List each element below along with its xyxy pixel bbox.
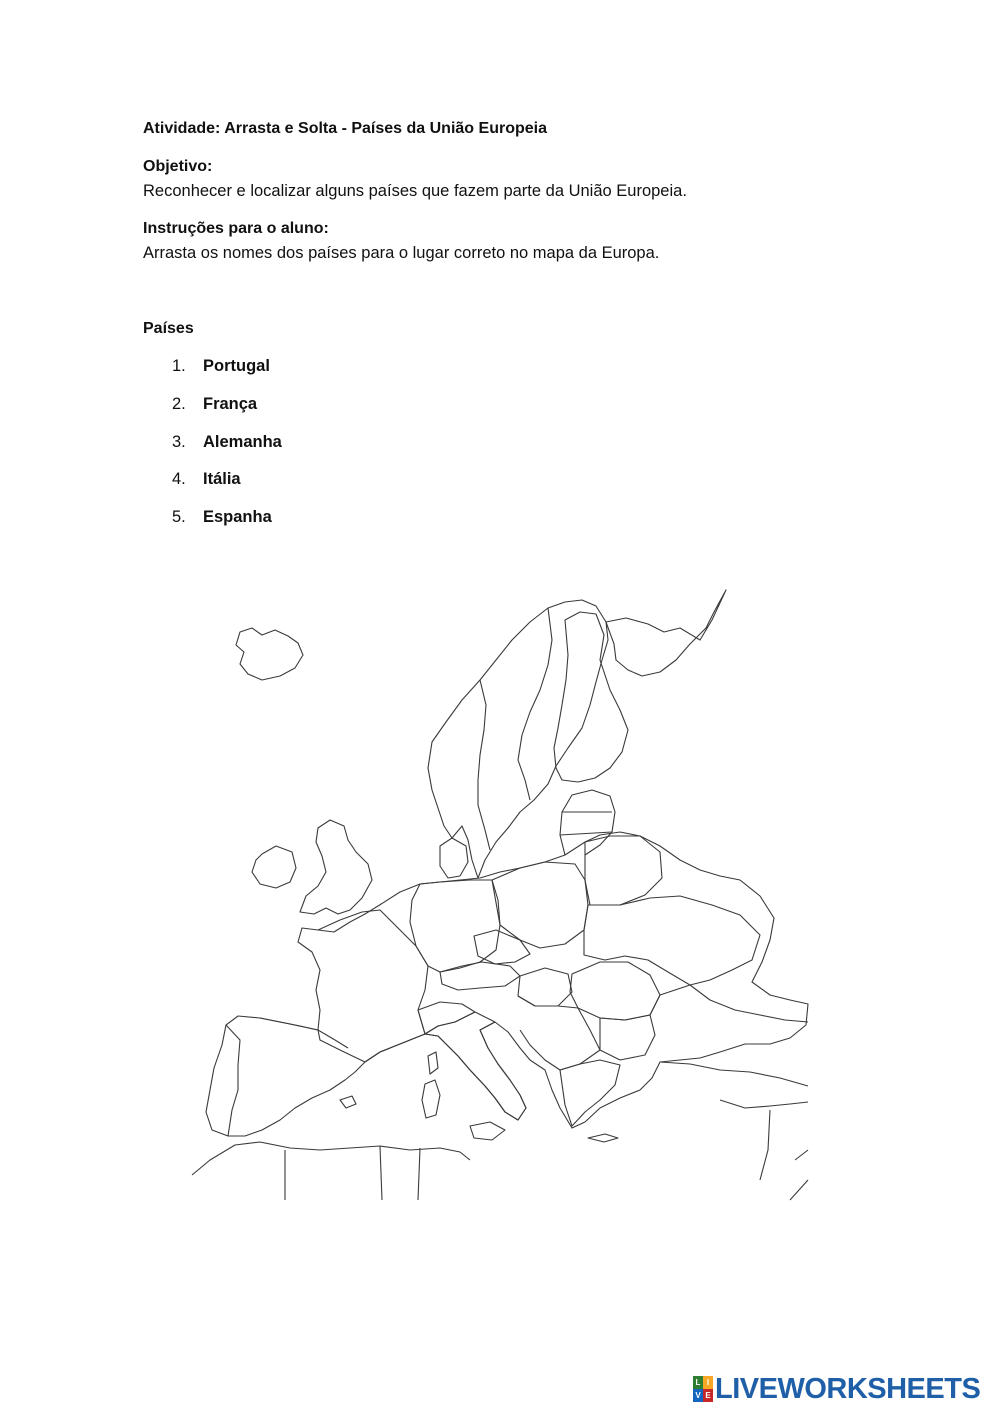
finland-outline bbox=[554, 612, 628, 782]
logo-letter: E bbox=[703, 1389, 713, 1402]
country-number: 1. bbox=[172, 357, 186, 375]
baltic-borders bbox=[560, 812, 612, 835]
switzerland-outline bbox=[418, 1002, 475, 1034]
worksheet-title: Atividade: Arrasta e Solta - Países da União Europeia bbox=[143, 120, 547, 137]
liveworksheets-brand[interactable] bbox=[693, 1374, 980, 1404]
country-item-italia[interactable] bbox=[172, 470, 241, 489]
brand-name: LIVEWORKSHEETS bbox=[715, 1372, 981, 1405]
denmark-outline bbox=[440, 838, 468, 878]
norway-sweden-border bbox=[478, 680, 490, 850]
greece-outline bbox=[560, 1060, 620, 1126]
europe-outline-map-icon[interactable] bbox=[190, 580, 810, 1205]
belarus-outline bbox=[585, 836, 662, 905]
crete-outline bbox=[588, 1134, 618, 1142]
germany-outline bbox=[410, 880, 500, 972]
turkey-outline bbox=[660, 1062, 808, 1086]
romania-outline bbox=[570, 962, 660, 1020]
objective-heading: Objetivo: bbox=[143, 158, 213, 175]
instructions-heading: Instruções para o aluno: bbox=[143, 220, 329, 237]
country-name[interactable]: Alemanha bbox=[203, 433, 282, 451]
country-number: 4. bbox=[172, 470, 186, 488]
spain-france-border bbox=[260, 1018, 348, 1048]
corsica-outline bbox=[428, 1052, 438, 1074]
baltics-outline bbox=[560, 790, 615, 855]
country-number: 5. bbox=[172, 508, 186, 526]
balearic-outline bbox=[340, 1096, 356, 1108]
kola-outline bbox=[606, 590, 726, 676]
logo-letter: L bbox=[693, 1376, 703, 1389]
iberia-border bbox=[226, 1025, 240, 1136]
africa-borders bbox=[285, 1146, 420, 1200]
poland-outline bbox=[492, 862, 588, 948]
black-sea-coast bbox=[650, 985, 808, 1022]
country-item-franca[interactable] bbox=[172, 395, 257, 414]
liveworksheets-logo-icon bbox=[693, 1376, 713, 1402]
country-name[interactable]: França bbox=[203, 395, 258, 413]
logo-letter: I bbox=[703, 1376, 713, 1389]
country-name[interactable]: Portugal bbox=[203, 357, 270, 375]
sicily-outline bbox=[470, 1122, 505, 1140]
countries-heading: Países bbox=[143, 320, 194, 337]
north-africa-coast bbox=[192, 1142, 470, 1175]
czechia-outline bbox=[474, 930, 530, 964]
balkans-outline bbox=[518, 996, 600, 1070]
objective-text: Reconhecer e localizar alguns países que fazem parte da União Europeia. bbox=[143, 182, 687, 200]
country-item-portugal[interactable] bbox=[172, 357, 270, 376]
ireland-outline bbox=[252, 846, 296, 888]
middle-east-coast bbox=[720, 1100, 808, 1200]
instructions-text: Arrasta os nomes dos países para o lugar correto no mapa da Europa. bbox=[143, 244, 660, 262]
scandinavia-outline bbox=[428, 600, 608, 878]
country-number: 3. bbox=[172, 433, 186, 451]
sardinia-outline bbox=[422, 1080, 440, 1118]
continent-outline bbox=[206, 832, 808, 1136]
country-item-espanha[interactable] bbox=[172, 508, 272, 527]
country-item-alemanha[interactable] bbox=[172, 433, 282, 452]
logo-letter: V bbox=[693, 1389, 703, 1402]
austria-outline bbox=[440, 962, 520, 990]
country-name[interactable]: Itália bbox=[203, 470, 241, 488]
ukraine-outline bbox=[584, 896, 760, 985]
sweden-finland-border bbox=[518, 608, 552, 800]
country-number: 2. bbox=[172, 395, 186, 413]
country-name[interactable]: Espanha bbox=[203, 508, 272, 526]
iceland-outline bbox=[236, 628, 303, 680]
bulgaria-outline bbox=[600, 1015, 655, 1060]
italy-outline bbox=[425, 1012, 526, 1120]
great-britain-outline bbox=[300, 820, 372, 914]
